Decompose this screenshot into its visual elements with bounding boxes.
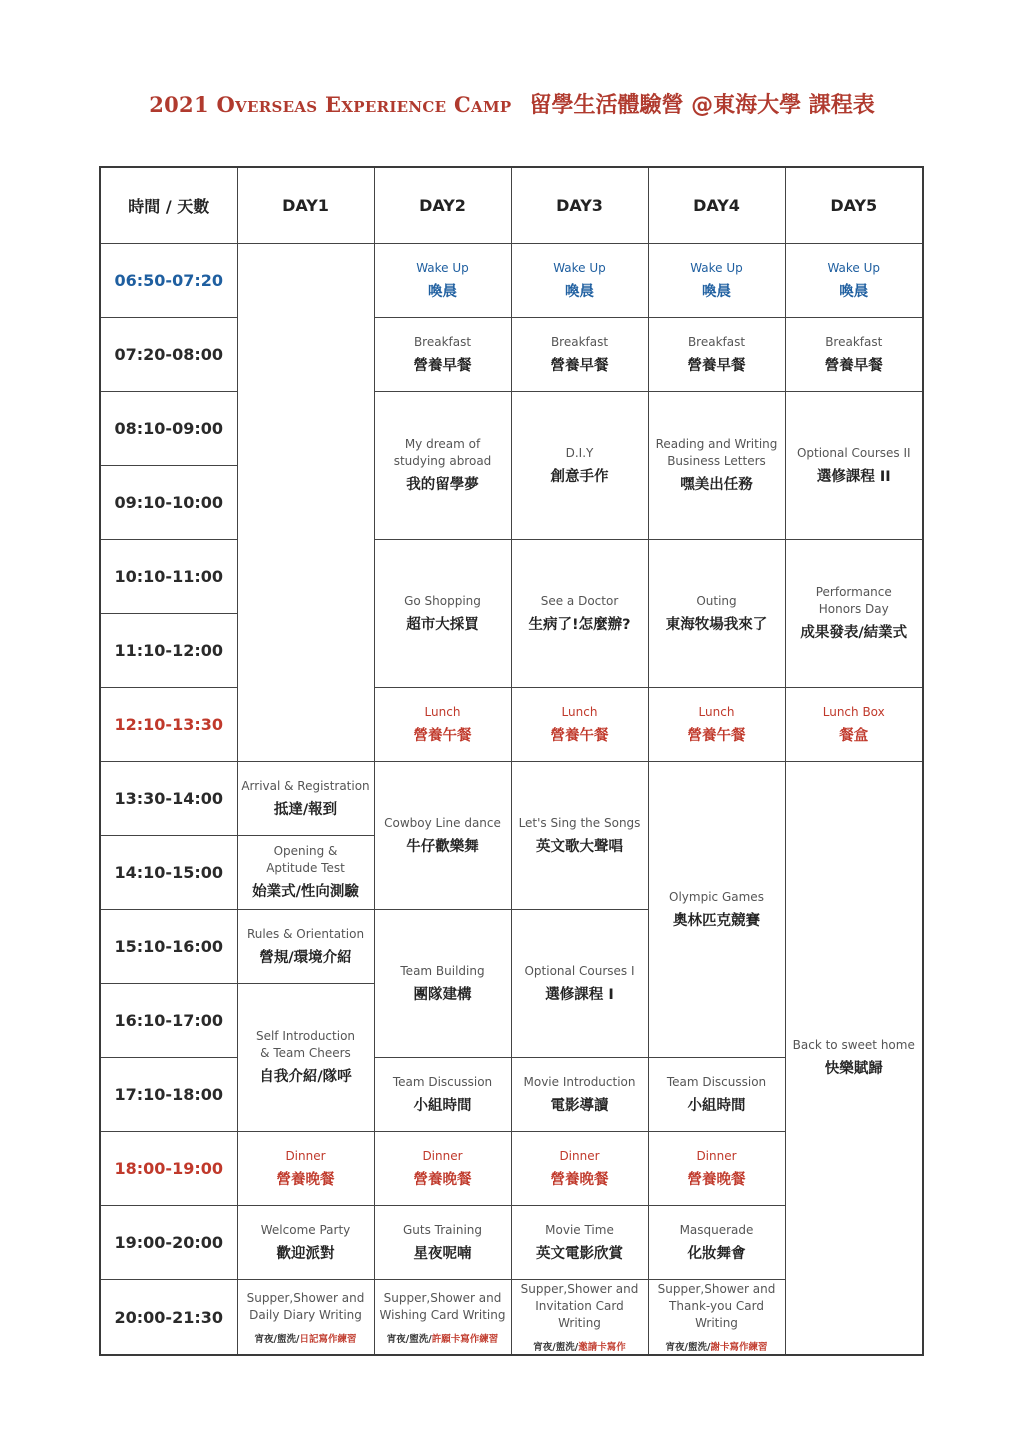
header-day3: DAY3: [511, 167, 648, 244]
table-row: [100, 244, 923, 318]
header-day4: DAY4: [648, 167, 785, 244]
schedule-cell: Lunch 營養午餐: [511, 688, 648, 762]
header-time-day: 時間 / 天數: [100, 167, 237, 244]
schedule-cell: My dream of studying abroad 我的留學夢: [374, 392, 511, 540]
time-slot: 09:10-10:00: [100, 466, 237, 540]
schedule-cell: Olympic Games 奧林匹克競賽: [648, 762, 785, 1058]
schedule-cell: Guts Training 星夜呢喃: [374, 1206, 511, 1280]
schedule-cell: See a Doctor 生病了!怎麼辦?: [511, 540, 648, 688]
header-day2: DAY2: [374, 167, 511, 244]
schedule-cell: Lunch 營養午餐: [648, 688, 785, 762]
schedule-cell: Supper,Shower and Wishing Card Writing 宵夜/盥洗/許願卡寫作練習: [374, 1280, 511, 1355]
schedule-cell: Wake Up 喚晨: [511, 244, 648, 318]
schedule-cell: Outing 東海牧場我來了: [648, 540, 785, 688]
schedule-cell: Optional Courses II 選修課程 II: [785, 392, 923, 540]
schedule-cell: D.I.Y 創意手作: [511, 392, 648, 540]
day1-empty-cell: [237, 244, 374, 762]
schedule-cell: Dinner 營養晚餐: [237, 1132, 374, 1206]
schedule-cell: Let's Sing the Songs 英文歌大聲唱: [511, 762, 648, 910]
schedule-cell: Supper,Shower and Thank-you Card Writing 宵夜/盥洗/謝卡寫作練習: [648, 1280, 785, 1355]
schedule-cell: Movie Time 英文電影欣賞: [511, 1206, 648, 1280]
schedule-cell: Team Discussion 小組時間: [648, 1058, 785, 1132]
schedule-cell: Dinner 營養晚餐: [648, 1132, 785, 1206]
table-row: [100, 392, 923, 466]
schedule-cell: Lunch 營養午餐: [374, 688, 511, 762]
schedule-cell: Movie Introduction 電影導讀: [511, 1058, 648, 1132]
table-row: [100, 540, 923, 614]
schedule-cell: Welcome Party 歡迎派對: [237, 1206, 374, 1280]
schedule-cell: Optional Courses I 選修課程 I: [511, 910, 648, 1058]
schedule-cell: Performance Honors Day 成果發表/結業式: [785, 540, 923, 688]
table-row: [100, 762, 923, 836]
time-slot: 08:10-09:00: [100, 392, 237, 466]
time-slot: 15:10-16:00: [100, 910, 237, 984]
schedule-cell: Wake Up 喚晨: [785, 244, 923, 318]
table-row: [100, 688, 923, 762]
time-slot: 18:00-19:00: [100, 1132, 237, 1206]
schedule-cell: Supper,Shower and Invitation Card Writing 宵夜/盥洗/邀請卡寫作: [511, 1280, 648, 1355]
schedule-cell: Self Introduction & Team Cheers 自我介紹/隊呼: [237, 984, 374, 1132]
title-chinese: 留學生活體驗營 @東海大學 課程表: [529, 93, 875, 118]
title-english: 2021 Overseas Experience Camp: [149, 92, 512, 117]
schedule-cell: Dinner 營養晚餐: [511, 1132, 648, 1206]
schedule-cell: Back to sweet home 快樂賦歸: [785, 762, 923, 1355]
schedule-cell: Rules & Orientation 營規/環境介紹: [237, 910, 374, 984]
time-slot: 11:10-12:00: [100, 614, 237, 688]
schedule-cell: Cowboy Line dance 牛仔歡樂舞: [374, 762, 511, 910]
time-slot: 10:10-11:00: [100, 540, 237, 614]
schedule-cell: Team Discussion 小組時間: [374, 1058, 511, 1132]
header-row: [100, 167, 923, 244]
schedule-cell: Lunch Box 餐盒: [785, 688, 923, 762]
header-day5: DAY5: [785, 167, 923, 244]
time-slot: 13:30-14:00: [100, 762, 237, 836]
time-slot: 12:10-13:30: [100, 688, 237, 762]
schedule-cell: Wake Up 喚晨: [648, 244, 785, 318]
schedule-cell: Dinner 營養晚餐: [374, 1132, 511, 1206]
schedule-cell: Breakfast 營養早餐: [648, 318, 785, 392]
time-slot: 16:10-17:00: [100, 984, 237, 1058]
header-day1: DAY1: [237, 167, 374, 244]
time-slot: 17:10-18:00: [100, 1058, 237, 1132]
schedule-cell: Breakfast 營養早餐: [785, 318, 923, 392]
schedule-cell: Supper,Shower and Daily Diary Writing 宵夜/盥洗/日記寫作練習: [237, 1280, 374, 1355]
time-slot: 07:20-08:00: [100, 318, 237, 392]
schedule-cell: Opening & Aptitude Test 始業式/性向測驗: [237, 836, 374, 910]
schedule-cell: Arrival & Registration 抵達/報到: [237, 762, 374, 836]
schedule-cell: Reading and Writing Business Letters 嘿美出任務: [648, 392, 785, 540]
table-row: [100, 318, 923, 392]
schedule-cell: Breakfast 營養早餐: [511, 318, 648, 392]
schedule-table: [99, 166, 924, 1356]
time-slot: 20:00-21:30: [100, 1280, 237, 1355]
schedule-cell: Masquerade 化妝舞會: [648, 1206, 785, 1280]
schedule-cell: Team Building 團隊建構: [374, 910, 511, 1058]
time-slot: 14:10-15:00: [100, 836, 237, 910]
time-slot: 06:50-07:20: [100, 244, 237, 318]
schedule-cell: Wake Up 喚晨: [374, 244, 511, 318]
time-slot: 19:00-20:00: [100, 1206, 237, 1280]
schedule-cell: Go Shopping 超市大採買: [374, 540, 511, 688]
page-title: [0, 88, 1024, 119]
schedule-cell: Breakfast 營養早餐: [374, 318, 511, 392]
